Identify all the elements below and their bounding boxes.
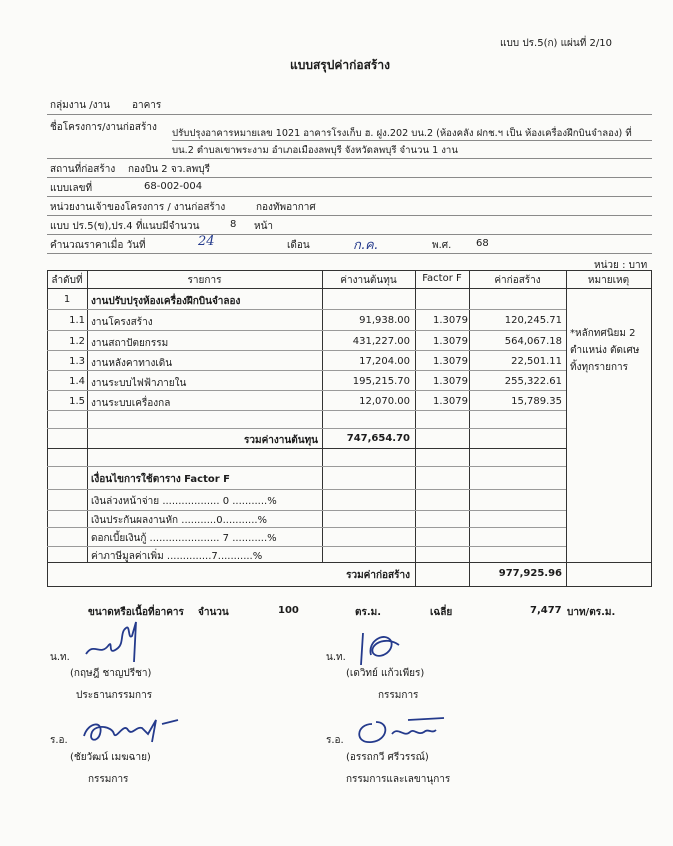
row-cost: 195,215.70 — [352, 376, 410, 387]
row-item: งานโครงสร้าง — [91, 317, 153, 328]
header-cost: ค่างานต้นทุน — [340, 275, 397, 286]
signature-mark — [78, 712, 188, 750]
signer-role: ประธานกรรมการ — [76, 690, 153, 701]
row-factor: 1.3079 — [433, 356, 468, 367]
attachment-unit: หน้า — [254, 221, 274, 232]
project-name-line2: บน.2 ตำบลเขาพระงาม อำเภอเมืองลพบุรี จังหวัดลพบุรี จำนวน 1 งาน — [172, 145, 458, 156]
divider — [172, 140, 652, 141]
calc-month-label: เดือน — [287, 240, 310, 251]
signature-mark — [348, 712, 448, 750]
condition-retention: เงินประกันผลงานหัก ...........0...........% — [91, 515, 268, 526]
row-total: 15,789.35 — [511, 396, 562, 407]
row-total: 255,322.61 — [504, 376, 562, 387]
cost-subtotal-label: รวมค่างานต้นทุน — [244, 435, 318, 446]
row-total: 22,501.11 — [511, 356, 562, 367]
row-factor: 1.3079 — [433, 315, 468, 326]
area-qty: 100 — [278, 605, 299, 616]
divider — [47, 158, 652, 159]
cost-subtotal-value: 747,654.70 — [346, 433, 410, 444]
condition-advance: เงินล่วงหน้าจ่าย .................. 0 ...........% — [91, 496, 277, 507]
header-no: ลำดับที่ — [51, 275, 83, 286]
signer-role: กรรมการ — [378, 690, 419, 701]
row-cost: 17,204.00 — [359, 356, 410, 367]
signer-name: (กฤษฎี ชาญปรีชา) — [70, 668, 152, 679]
unit-note: หน่วย : บาท — [594, 260, 648, 271]
calc-month: ก.ค. — [353, 238, 378, 253]
signer-prefix: น.ท. — [50, 652, 70, 663]
grand-total-value: 977,925.96 — [498, 568, 562, 579]
area-unit: ตร.ม. — [355, 607, 382, 618]
area-qty-label: จำนวน — [198, 607, 229, 618]
signer-prefix: น.ท. — [326, 652, 346, 663]
signer-prefix: ร.อ. — [50, 735, 68, 746]
signature-mark — [355, 625, 415, 670]
group-label: กลุ่มงาน /งาน — [50, 100, 110, 111]
site-label: สถานที่ก่อสร้าง — [50, 164, 116, 175]
form-reference: แบบ ปร.5(ก) แผ่นที่ 2/10 — [500, 38, 612, 49]
row-cost: 12,070.00 — [359, 396, 410, 407]
condition-interest: ดอกเบี้ยเงินกู้ ...................... 7 ...........% — [91, 533, 277, 544]
avg-unit: บาท/ตร.ม. — [567, 607, 616, 618]
plan-number-label: แบบเลขที่ — [50, 183, 93, 194]
section-title: งานปรับปรุงห้องเครื่องฝึกบินจำลอง — [91, 296, 241, 307]
row-total: 120,245.71 — [504, 315, 562, 326]
signer-name: (ชัยวัฒน์ เมฆฉาย) — [70, 752, 151, 763]
row-number: 1.5 — [69, 396, 85, 407]
factor-conditions-title: เงื่อนไขการใช้ตาราง Factor F — [91, 474, 230, 485]
attachment-label: แบบ ปร.5(ข),ปร.4 ที่แนบมีจำนวน — [50, 221, 200, 232]
signer-prefix: ร.อ. — [326, 735, 344, 746]
row-item: งานสถาปัตยกรรม — [91, 338, 169, 349]
signer-role: กรรมการและเลขานุการ — [346, 774, 451, 785]
section-number: 1 — [63, 294, 71, 305]
row-cost: 91,938.00 — [359, 315, 410, 326]
remark-line: ทิ้งทุกรายการ — [570, 362, 629, 373]
signature-mark — [80, 618, 160, 668]
attachment-count: 8 — [230, 219, 237, 230]
row-cost: 431,227.00 — [352, 336, 410, 347]
site-value: กองบิน 2 จว.ลพบุรี — [128, 164, 210, 175]
divider — [47, 215, 652, 216]
condition-vat: ค่าภาษีมูลค่าเพิ่ม ..............7...........% — [91, 551, 263, 562]
header-remark: หมายเหตุ — [587, 275, 630, 286]
calc-year: 68 — [476, 238, 489, 249]
calc-day: 24 — [198, 234, 215, 249]
header-total: ค่าก่อสร้าง — [494, 275, 541, 286]
grand-total-label: รวมค่าก่อสร้าง — [346, 570, 410, 581]
row-number: 1.3 — [69, 356, 85, 367]
owner-value: กองทัพอากาศ — [256, 202, 316, 213]
area-label: ขนาดหรือเนื้อที่อาคาร — [88, 607, 184, 618]
row-total: 564,067.18 — [504, 336, 562, 347]
remark-line: *หลักทศนิยม 2 — [570, 328, 636, 339]
page-title: แบบสรุปค่าก่อสร้าง — [290, 58, 390, 72]
row-number: 1.1 — [69, 315, 85, 326]
header-item: รายการ — [187, 275, 222, 286]
remark-line: ตำแหน่ง ตัดเศษ — [570, 345, 640, 356]
avg-value: 7,477 — [530, 605, 562, 616]
row-factor: 1.3079 — [433, 396, 468, 407]
divider — [47, 196, 652, 197]
group-value: อาคาร — [132, 100, 162, 111]
row-item: งานระบบไฟฟ้าภายใน — [91, 378, 187, 389]
divider — [47, 253, 652, 254]
row-factor: 1.3079 — [433, 376, 468, 387]
divider — [47, 177, 652, 178]
signer-name: (อรรถกวี ศรีวรรณ์) — [346, 752, 429, 763]
avg-label: เฉลี่ย — [430, 607, 453, 618]
signer-name: (เดวิทย์ แก้วเพียร) — [346, 668, 425, 679]
calc-date-label: คำนวณราคาเมื่อ วันที่ — [50, 240, 146, 251]
row-factor: 1.3079 — [433, 336, 468, 347]
divider — [47, 114, 652, 115]
header-factor: Factor F — [422, 273, 462, 284]
owner-label: หน่วยงานเจ้าของโครงการ / งานก่อสร้าง — [50, 202, 226, 213]
divider — [47, 234, 652, 235]
project-name-line1: ปรับปรุงอาคารหมายเลข 1021 อาคารโรงเก็บ ฮ. ฝูง.202 บน.2 (ห้องคลัง ฝกช.ฯ เป็น ห้องเครื่องฝึกบินจำลอง) ที่ — [172, 128, 632, 139]
calc-year-label: พ.ศ. — [432, 240, 452, 251]
row-item: งานระบบเครื่องกล — [91, 398, 171, 409]
plan-number-value: 68-002-004 — [144, 181, 203, 192]
project-label: ชื่อโครงการ/งานก่อสร้าง — [50, 122, 157, 133]
row-item: งานหลังคาทางเดิน — [91, 358, 173, 369]
signer-role: กรรมการ — [88, 774, 129, 785]
cost-summary-table — [47, 270, 652, 586]
row-number: 1.2 — [69, 336, 85, 347]
row-number: 1.4 — [69, 376, 85, 387]
